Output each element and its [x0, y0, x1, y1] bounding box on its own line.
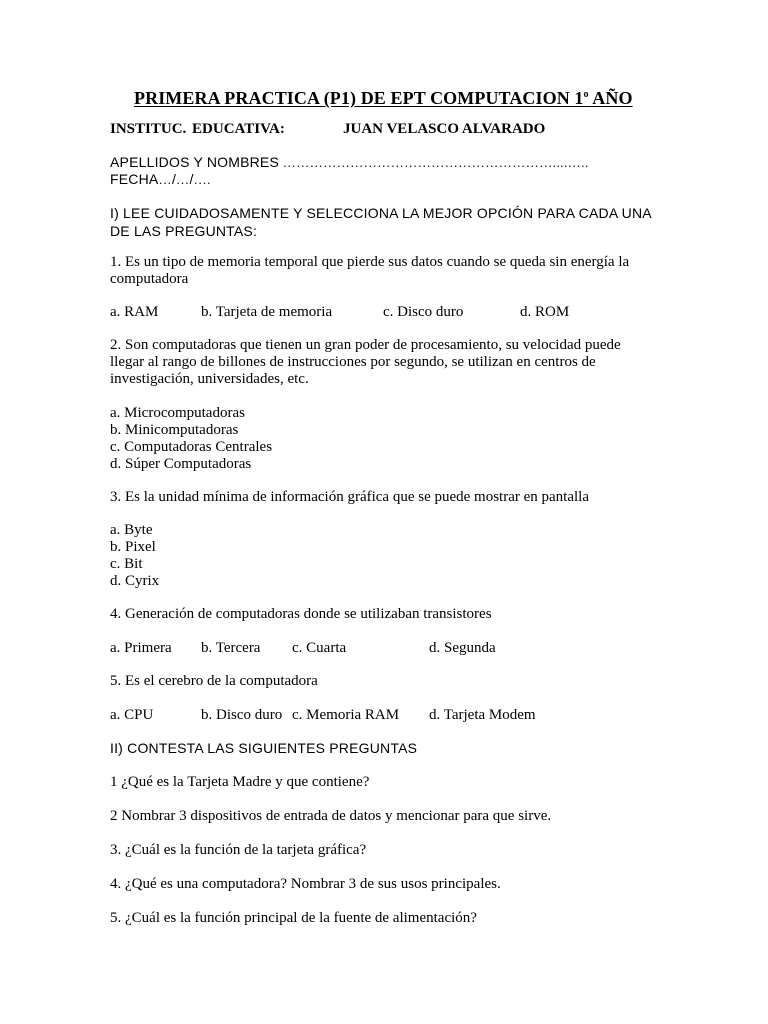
- open-question-4: 4. ¿Qué es una computadora? Nombrar 3 de sus usos principales.: [110, 876, 501, 892]
- open-question-1: 1 ¿Qué es la Tarjeta Madre y que contiene?: [110, 774, 370, 790]
- option-c: c. Memoria RAM: [292, 707, 400, 723]
- open-question-5: 5. ¿Cuál es la función principal de la fuente de alimentación?: [110, 910, 477, 926]
- title-tail: AÑO: [588, 88, 633, 108]
- open-question-2: 2 Nombrar 3 dispositivos de entrada de datos y mencionar para que sirve.: [110, 808, 552, 824]
- date-field: [110, 171, 211, 189]
- option-b: b. Pixel: [110, 539, 156, 555]
- date-blank-day: …: [158, 172, 172, 187]
- title-superscript: o: [583, 89, 589, 100]
- option-a: a. Microcomputadoras: [110, 405, 245, 421]
- option-a: a. RAM: [110, 304, 159, 320]
- names-label: APELLIDOS Y NOMBRES: [110, 154, 280, 170]
- names-blank: ……………………………………………………....…..: [279, 155, 589, 170]
- option-b: b. Disco duro: [201, 707, 283, 723]
- question-2: 2. Son computadoras que tienen un gran poder de procesamiento, su velocidad puede llegar al rango de billones de instrucciones por segundo, se utilizan en centros de investigación, universidades, etc.: [110, 337, 621, 387]
- question-3: 3. Es la unidad mínima de información gráfica que se puede mostrar en pantalla: [110, 489, 589, 505]
- question-4: 4. Generación de computadoras donde se utilizaban transistores: [110, 606, 492, 622]
- option-c: c. Bit: [110, 556, 143, 572]
- option-c: c. Computadoras Centrales: [110, 439, 273, 455]
- date-blank-month: …: [176, 172, 190, 187]
- date-separator: /: [189, 171, 194, 187]
- open-question-3: 3. ¿Cuál es la función de la tarjeta gráfica?: [110, 842, 367, 858]
- option-d: d. Tarjeta Modem: [429, 707, 536, 723]
- option-a: a. Byte: [110, 522, 153, 538]
- section2-instruction: II) CONTESTA LAS SIGUIENTES PREGUNTAS: [110, 740, 418, 756]
- option-a: a. CPU: [110, 707, 154, 723]
- option-d: d. Segunda: [429, 640, 496, 656]
- option-b: b. Tarjeta de memoria: [201, 304, 333, 320]
- date-blank-year: ….: [193, 172, 211, 187]
- date-label: FECHA: [110, 171, 159, 187]
- institution-name: JUAN VELASCO ALVARADO: [343, 121, 546, 137]
- names-field: [110, 154, 589, 172]
- question-1: 1. Es un tipo de memoria temporal que pierde sus datos cuando se queda sin energía la computadora: [110, 254, 630, 287]
- title-main: PRIMERA PRACTICA (P1) DE EPT COMPUTACION 1: [134, 88, 584, 108]
- option-a: a. Primera: [110, 640, 172, 656]
- option-b: b. Minicomputadoras: [110, 422, 239, 438]
- option-b: b. Tercera: [201, 640, 261, 656]
- option-c: c. Cuarta: [292, 640, 347, 656]
- option-d: d. Cyrix: [110, 573, 160, 589]
- option-d: d. Súper Computadoras: [110, 456, 252, 472]
- section1-instruction: I) LEE CUIDADOSAMENTE Y SELECCIONA LA MEJOR OPCIÓN PARA CADA UNA DE LAS PREGUNTAS:: [110, 205, 652, 239]
- date-separator: /: [171, 171, 177, 187]
- question-5: 5. Es el cerebro de la computadora: [110, 673, 318, 689]
- option-c: c. Disco duro: [383, 304, 464, 320]
- page-title: [134, 86, 633, 107]
- option-d: d. ROM: [520, 304, 570, 320]
- institution-label: INSTITUC. EDUCATIVA:: [110, 121, 285, 137]
